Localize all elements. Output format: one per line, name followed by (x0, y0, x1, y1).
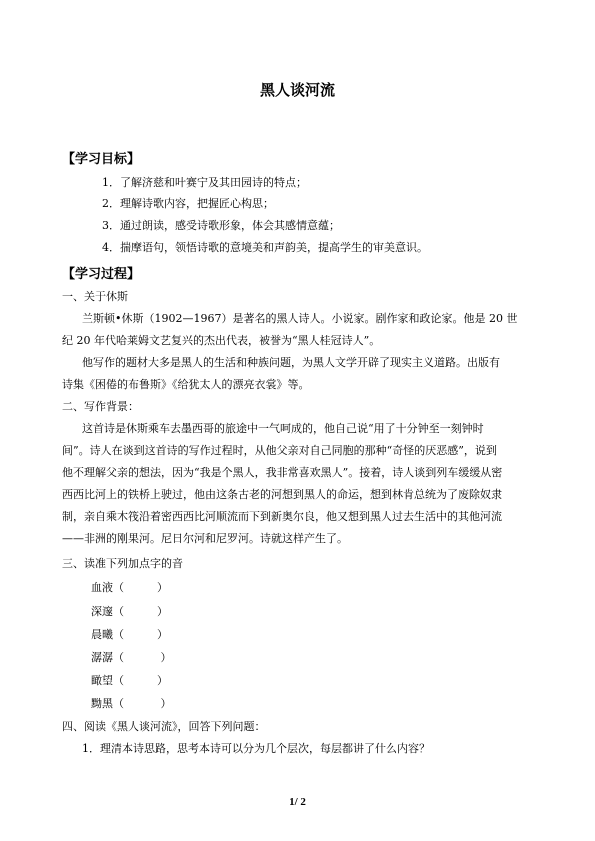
part4-question: 1．理清本诗思路，思考本诗可以分为几个层次，每层都讲了什么内容？ (82, 742, 430, 755)
part2-heading: 二、写作背景： (62, 400, 139, 413)
objective-item: 1．了解济慈和叶赛宁及其田园诗的特点； (102, 176, 307, 189)
part2-line: 间”。诗人在谈到这首诗的写作过程时，从他父亲对自己同胞的那种“奇怪的厌恶感”，说到 (62, 444, 497, 457)
page-title: 黑人谈河流 (259, 81, 335, 99)
part2-line: 制，亲自乘木筏沿着密西西比河顺流而下到新奥尔良，他又想到黑人过去生活中的其他河流 (62, 510, 502, 523)
page-number: 1/ 2 (289, 796, 306, 808)
part1-heading: 一、关于休斯 (62, 290, 128, 303)
objective-item: 3．通过朗读，感受诗歌形象，体会其感情意蕴； (102, 219, 340, 232)
part1-line: 诗集《困倦的布鲁斯》《给犹太人的漂亮衣裳》等。 (62, 378, 310, 391)
part3-heading: 三、读准下列加点字的音 (62, 557, 183, 570)
part2-line: 西西比河上的铁桥上驶过，他由这条古老的河想到黑人的命运，想到林肯总统为了废除奴隶 (62, 488, 502, 501)
phonetic-item: 潺潺（ ） (91, 651, 172, 664)
objective-item: 4．揣摩语句，领悟诗歌的意境美和声韵美，提高学生的审美意识。 (102, 241, 428, 254)
part1-line: 兰斯顿•休斯（1902—1967）是著名的黑人诗人。小说家。剧作家和政论家。他是 20 世 (82, 312, 518, 325)
phonetic-item: 深邃（ ） (91, 605, 168, 618)
part1-line: 纪 20 年代哈莱姆文艺复兴的杰出代表，被誉为“黑人桂冠诗人”。 (62, 334, 381, 347)
phonetic-item: 瞰望（ ） (91, 674, 168, 687)
phonetic-item: 血液（ ） (91, 581, 168, 594)
phonetic-item: 黝黑（ ） (91, 697, 172, 710)
process-heading: 【学习过程】 (62, 267, 141, 282)
part2-line: 这首诗是休斯乘车去墨西哥的旅途中一气呵成的，他自己说“用了十分钟至一刻钟时 (82, 422, 484, 435)
part1-line: 他写作的题材大多是黑人的生活和种族问题，为黑人文学开辟了现实主义道路。出版有 (82, 356, 500, 369)
part4-heading: 四、阅读《黑人谈河流》，回答下列问题： (62, 720, 266, 733)
objectives-heading: 【学习目标】 (62, 152, 141, 167)
part2-line: ——非洲的刚果河。尼日尔河和尼罗河。诗就这样产生了。 (62, 532, 348, 545)
part2-line: 他不理解父亲的想法，因为“我是个黑人，我非常喜欢黑人”。接着，诗人谈到列车缓缓从密 (62, 466, 503, 479)
objective-item: 2．理解诗歌内容，把握匠心构思； (102, 197, 274, 210)
phonetic-item: 晨曦（ ） (91, 628, 168, 641)
